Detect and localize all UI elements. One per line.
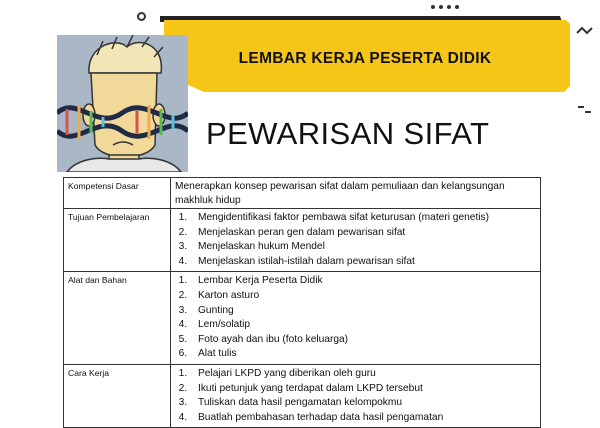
materials-list — [175, 274, 536, 362]
list-item: 1. Pelajari LKPD yang diberikan oleh guru — [190, 367, 536, 382]
cartoon-dna-glasses-icon — [57, 35, 188, 172]
list-item: 3. Gunting — [190, 304, 536, 319]
row-label: Kompetensi Dasar — [64, 178, 171, 209]
table-row — [64, 272, 541, 365]
row-label: Cara Kerja — [64, 364, 171, 427]
table-row — [64, 178, 541, 209]
list-item: 3. Tuliskan data hasil pengamatan kelompokmu — [190, 396, 536, 411]
list-item: 6. Alat tulis — [190, 347, 536, 362]
row-text: Menerapkan konsep pewarisan sifat dalam pemuliaan dan kelangsungan makhluk hidup — [171, 178, 541, 209]
decorative-dots — [430, 4, 460, 10]
steps-list — [175, 367, 536, 425]
list-item: 1. Lembar Kerja Peserta Didik — [190, 274, 536, 289]
decorative-zigzag — [575, 25, 593, 43]
table-row — [64, 209, 541, 272]
list-item: 3. Menjelaskan hukum Mendel — [190, 240, 536, 255]
list-item: 5. Foto ayah dan ibu (foto keluarga) — [190, 333, 536, 348]
decorative-circle — [137, 12, 146, 21]
table-row — [64, 364, 541, 427]
list-item: 4. Buatlah pembahasan terhadap data hasil pengamatan — [190, 411, 536, 426]
list-item: 2. Ikuti petunjuk yang terdapat dalam LKPD tersebut — [190, 382, 536, 397]
list-item: 4. Lem/solatip — [190, 318, 536, 333]
list-item: 1. Mengidentifikasi faktor pembawa sifat keturusan (materi genetis) — [190, 211, 536, 226]
row-label: Tujuan Pembelajaran — [64, 209, 171, 272]
page-title: PEWARISAN SIFAT — [206, 116, 490, 151]
banner-title: LEMBAR KERJA PESERTA DIDIK — [238, 50, 492, 67]
list-item: 4. Menjelaskan istilah-istilah dalam pewarisan sifat — [190, 255, 536, 270]
worksheet-table — [63, 177, 541, 428]
list-item: 2. Menjelaskan peran gen dalam pewarisan sifat — [190, 226, 536, 241]
decorative-dash — [578, 106, 584, 108]
decorative-dash — [585, 111, 591, 113]
header-banner — [160, 14, 570, 92]
row-label: Alat dan Bahan — [64, 272, 171, 365]
objectives-list — [175, 211, 536, 269]
list-item: 2. Karton asturo — [190, 289, 536, 304]
